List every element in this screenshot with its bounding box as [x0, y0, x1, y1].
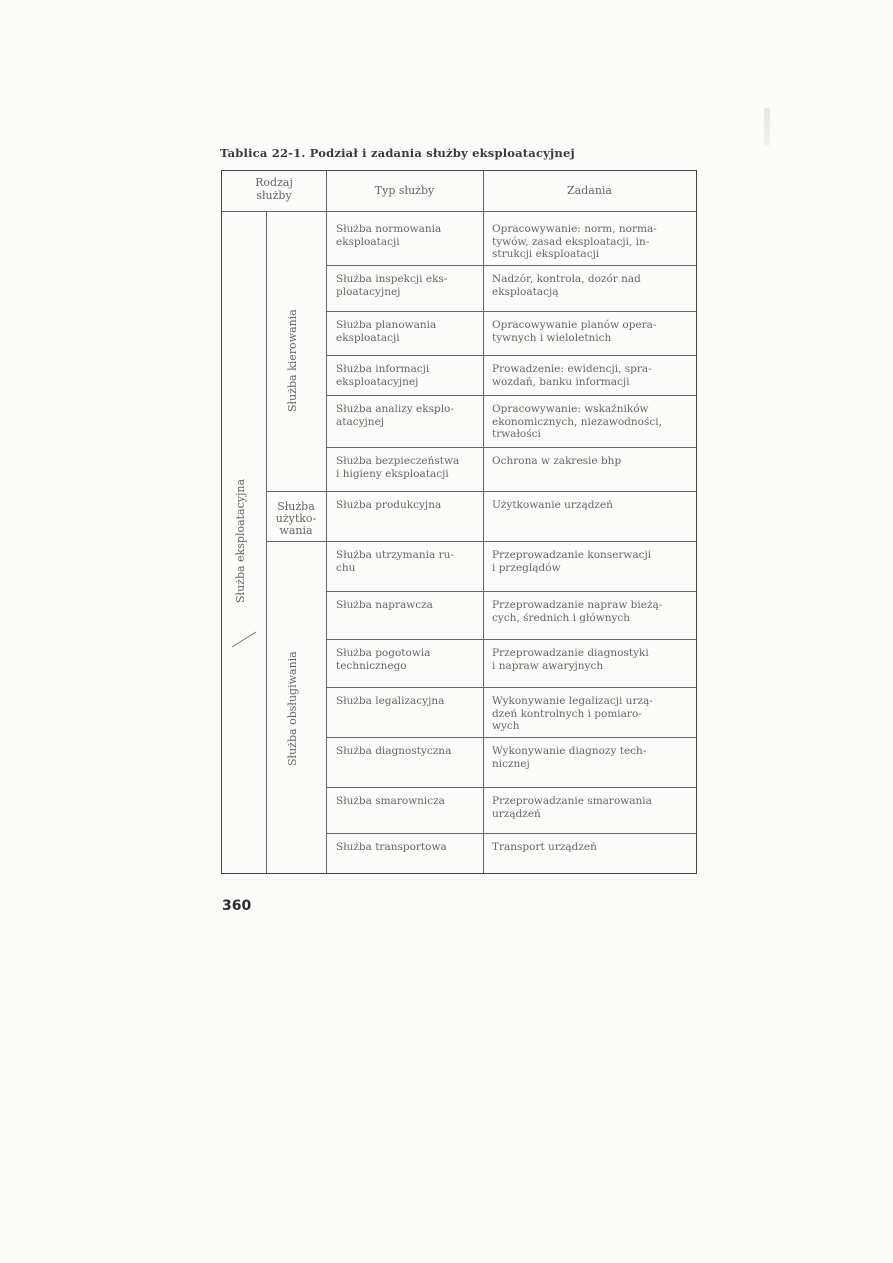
group-kierowania: Służba kierowania: [286, 309, 299, 413]
row-typ: Służba analizy eksplo- atacyjnej: [336, 403, 454, 428]
table-rule: [326, 737, 696, 738]
row-typ: Służba informacji eksploatacyjnej: [336, 363, 430, 388]
row-zadania: Ochrona w zakresie bhp: [492, 455, 622, 467]
table-rule: [326, 491, 696, 492]
scan-smudge: [764, 108, 770, 146]
page-number: 360: [222, 898, 252, 914]
row-zadania: Transport urządzeń: [492, 841, 597, 853]
row-zadania: Wykonywanie legalizacji urzą- dzeń kontrolnych i pomiaro- wych: [492, 695, 653, 732]
row-typ: Służba planowania eksploatacji: [336, 319, 437, 344]
table-rule: [326, 639, 696, 640]
row-zadania: Opracowywanie planów opera- tywnych i wieloletnich: [492, 319, 657, 344]
group-obslugiwania: Służba obsługiwania: [286, 651, 299, 766]
table-rule: [266, 541, 326, 542]
table-title: Tablica 22-1. Podział i zadania służby eksploatacyjnej: [220, 146, 575, 160]
row-zadania: Opracowywanie: norm, norma- tywów, zasad eksploatacji, in- strukcji eksploatacji: [492, 223, 657, 260]
row-zadania: Przeprowadzanie diagnostyki i napraw awaryjnych: [492, 647, 649, 672]
header-rodzaj: Rodzaj służby: [255, 176, 293, 202]
row-typ: Służba normowania eksploatacji: [336, 223, 442, 248]
row-zadania: Prowadzenie: ewidencji, spra- wozdań, banku informacji: [492, 363, 652, 388]
row-typ: Służba inspekcji eks- ploatacyjnej: [336, 273, 448, 298]
table-rule: [326, 447, 696, 448]
table-rule: [222, 211, 696, 212]
table-rule: [326, 395, 696, 396]
row-typ: Służba transportowa: [336, 841, 447, 853]
group-eksploatacyjna: Służba eksploatacyjna: [234, 478, 247, 604]
header-typ: Typ służby: [374, 184, 435, 197]
header-zadania: Zadania: [567, 184, 612, 197]
row-typ: Służba bezpieczeństwa i higieny eksploatacji: [336, 455, 460, 480]
table-rule: [326, 311, 696, 312]
row-typ: Służba utrzymania ru- chu: [336, 549, 454, 574]
row-typ: Służba produkcyjna: [336, 499, 442, 511]
row-typ: Służba naprawcza: [336, 599, 433, 611]
table-rule: [266, 211, 267, 873]
row-zadania: Wykonywanie diagnozy tech- nicznej: [492, 745, 647, 770]
row-typ: Służba pogotowia technicznego: [336, 647, 431, 672]
table-rule: [326, 833, 696, 834]
table-rule: [326, 541, 696, 542]
pencil-mark: [230, 628, 260, 650]
table-rule: [326, 787, 696, 788]
row-typ: Służba diagnostyczna: [336, 745, 452, 757]
row-zadania: Przeprowadzanie smarowania urządzeń: [492, 795, 652, 820]
table-rule: [266, 491, 326, 492]
table-rule: [483, 171, 484, 873]
group-uzytkowania: Służba użytko- wania: [275, 500, 317, 537]
row-zadania: Przeprowadzanie konserwacji i przeglądów: [492, 549, 652, 574]
row-zadania: Opracowywanie: wskaźników ekonomicznych, niezawodności, trwałości: [492, 403, 662, 440]
row-zadania: Użytkowanie urządzeń: [492, 499, 613, 511]
table-rule: [326, 687, 696, 688]
table-rule: [326, 591, 696, 592]
table-rule: [326, 355, 696, 356]
table-rule: [326, 265, 696, 266]
row-typ: Służba legalizacyjna: [336, 695, 445, 707]
table-rule: [326, 171, 327, 873]
row-zadania: Nadzór, kontrola, dozór nad eksploatacją: [492, 273, 641, 298]
services-table: [221, 170, 697, 874]
row-typ: Służba smarownicza: [336, 795, 445, 807]
row-zadania: Przeprowadzanie napraw bieżą- cych, średnich i głównych: [492, 599, 663, 624]
